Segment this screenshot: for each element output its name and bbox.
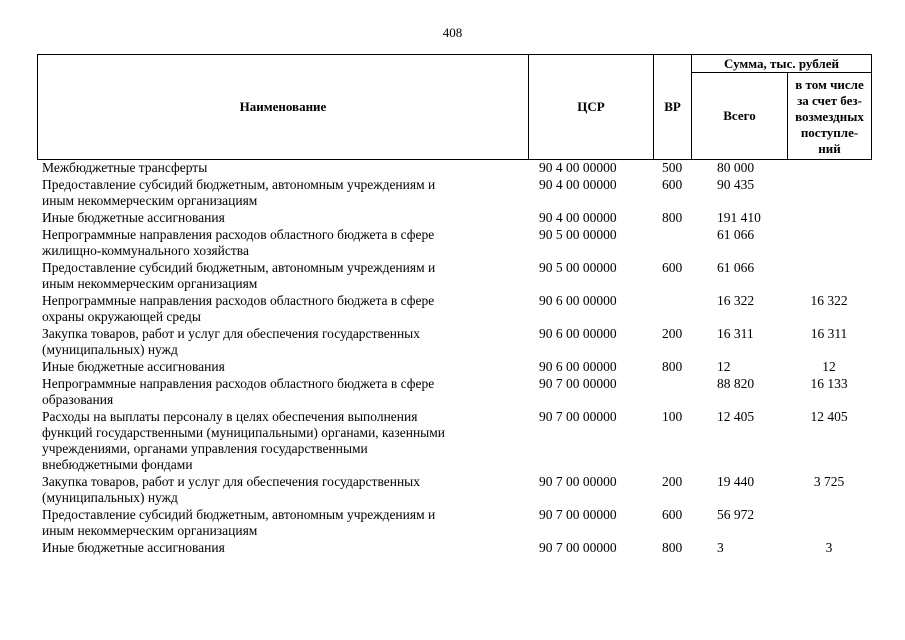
row-vr: 600 <box>662 177 683 192</box>
row-name-line: (муниципальных) нужд <box>42 342 178 357</box>
row-name-line: функций государственными (муниципальными) органами, казенными <box>42 425 446 440</box>
row-name-line: Предоставление субсидий бюджетным, автономным учреждениям и <box>42 260 436 275</box>
row-name-line: внебюджетными фондами <box>42 457 193 472</box>
row-vr: 200 <box>662 474 683 489</box>
row-name-line: охраны окружающей среды <box>42 309 201 324</box>
header-csr: ЦСР <box>529 55 654 160</box>
table-row <box>37 376 871 409</box>
row-total: 3 <box>717 540 724 555</box>
row-name-line: Непрограммные направления расходов областного бюджета в сфере <box>42 293 435 308</box>
header-including: в том числе за счет без- возмездных поступле- ний <box>788 73 872 160</box>
row-csr: 90 7 00 00000 <box>539 474 617 489</box>
row-total: 88 820 <box>717 376 755 391</box>
row-vr: 600 <box>662 260 683 275</box>
row-csr: 90 6 00 00000 <box>539 326 617 341</box>
table-row <box>37 409 871 474</box>
row-including <box>787 227 871 260</box>
row-including <box>787 160 871 177</box>
table-row <box>37 326 871 359</box>
row-name-line: иным некоммерческим организациям <box>42 523 258 538</box>
row-total: 16 322 <box>717 293 755 308</box>
row-name-line: Иные бюджетные ассигнования <box>42 359 225 374</box>
row-total: 16 311 <box>717 326 754 341</box>
table-row <box>37 227 871 260</box>
row-csr: 90 4 00 00000 <box>539 177 617 192</box>
row-vr <box>653 376 691 409</box>
row-name-line: Межбюджетные трансферты <box>42 160 208 175</box>
row-vr <box>653 293 691 326</box>
row-name <box>37 227 528 260</box>
row-total: 12 <box>717 359 731 374</box>
row-csr: 90 7 00 00000 <box>539 409 617 424</box>
row-csr: 90 6 00 00000 <box>539 293 617 308</box>
row-total: 12 405 <box>717 409 755 424</box>
row-name <box>37 293 528 326</box>
row-including: 12 405 <box>810 409 848 424</box>
row-vr: 600 <box>662 507 683 522</box>
row-including: 16 311 <box>810 326 848 341</box>
table-row <box>37 359 871 376</box>
row-name <box>37 409 528 474</box>
row-total: 61 066 <box>717 227 755 242</box>
row-including <box>787 260 871 293</box>
row-name-line: Иные бюджетные ассигнования <box>42 540 225 555</box>
row-name-line: Предоставление субсидий бюджетным, автономным учреждениям и <box>42 507 436 522</box>
table-row <box>37 293 871 326</box>
row-name-line: учреждениями, органами управления государственными <box>42 441 368 456</box>
row-including: 16 322 <box>810 293 848 308</box>
table-row <box>37 507 871 540</box>
table-row <box>37 177 871 210</box>
row-name <box>37 376 528 409</box>
row-csr: 90 7 00 00000 <box>539 376 617 391</box>
row-name-line: Непрограммные направления расходов областного бюджета в сфере <box>42 376 435 391</box>
row-csr: 90 7 00 00000 <box>539 540 617 555</box>
row-name-line: (муниципальных) нужд <box>42 490 178 505</box>
row-including: 3 725 <box>813 474 845 489</box>
row-vr: 200 <box>662 326 683 341</box>
row-vr: 500 <box>662 160 683 175</box>
row-vr: 800 <box>662 359 683 374</box>
row-vr: 800 <box>662 210 683 225</box>
header-name: Наименование <box>38 55 529 160</box>
row-including <box>787 507 871 540</box>
row-name-line: жилищно-коммунального хозяйства <box>42 243 249 258</box>
row-csr: 90 5 00 00000 <box>539 260 617 275</box>
row-csr: 90 7 00 00000 <box>539 507 617 522</box>
row-vr: 100 <box>662 409 683 424</box>
table-row <box>37 260 871 293</box>
table-body <box>37 160 871 557</box>
row-name-line: Закупка товаров, работ и услуг для обеспечения государственных <box>42 474 421 489</box>
row-including <box>787 177 871 210</box>
row-name-line: иным некоммерческим организациям <box>42 276 258 291</box>
row-including: 12 <box>822 359 836 374</box>
row-including: 16 133 <box>810 376 848 391</box>
row-vr <box>653 227 691 260</box>
row-csr: 90 4 00 00000 <box>539 210 617 225</box>
row-name <box>37 260 528 293</box>
row-total: 80 000 <box>717 160 755 175</box>
header-sum: Сумма, тыс. рублей <box>692 55 872 73</box>
row-including <box>787 210 871 227</box>
row-total: 90 435 <box>717 177 755 192</box>
page-number: 408 <box>442 25 463 40</box>
row-name <box>37 177 528 210</box>
row-name-line: Иные бюджетные ассигнования <box>42 210 225 225</box>
table-row <box>37 210 871 227</box>
row-name-line: образования <box>42 392 114 407</box>
row-csr: 90 6 00 00000 <box>539 359 617 374</box>
row-including: 3 <box>825 540 833 555</box>
row-name <box>37 507 528 540</box>
row-name <box>37 326 528 359</box>
row-name <box>37 210 528 227</box>
table-row <box>37 160 871 177</box>
row-csr: 90 5 00 00000 <box>539 227 617 242</box>
row-name-line: Расходы на выплаты персоналу в целях обеспечения выполнения <box>42 409 418 424</box>
header-vr: ВР <box>654 55 692 160</box>
row-name-line: Закупка товаров, работ и услуг для обеспечения государственных <box>42 326 421 341</box>
row-name-line: Предоставление субсидий бюджетным, автономным учреждениям и <box>42 177 436 192</box>
row-name-line: Непрограммные направления расходов областного бюджета в сфере <box>42 227 435 242</box>
row-total: 191 410 <box>717 210 761 225</box>
row-name <box>37 540 528 557</box>
row-total: 56 972 <box>717 507 755 522</box>
row-name-line: иным некоммерческим организациям <box>42 193 258 208</box>
row-csr: 90 4 00 00000 <box>539 160 617 175</box>
table-header <box>37 54 872 160</box>
table-row <box>37 540 871 557</box>
row-name <box>37 359 528 376</box>
header-total: Всего <box>692 73 788 160</box>
row-total: 19 440 <box>717 474 755 489</box>
row-name <box>37 474 528 507</box>
row-name <box>37 160 528 177</box>
table-row <box>37 474 871 507</box>
row-total: 61 066 <box>717 260 755 275</box>
row-vr: 800 <box>662 540 683 555</box>
